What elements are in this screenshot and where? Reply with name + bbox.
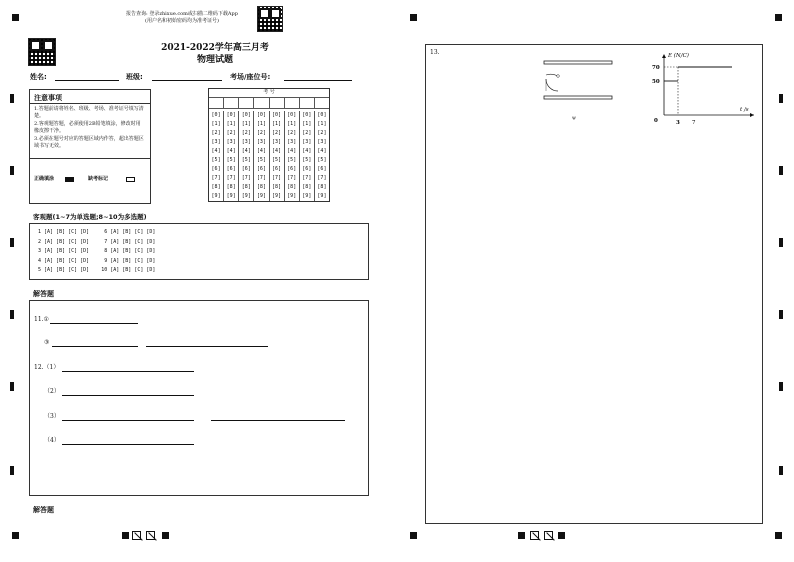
x-tick-label: 7	[692, 120, 696, 126]
timing-bar	[10, 238, 14, 247]
digit-column[interactable]: [0] [1] [2] [3] [4] [5] [6] [7] [8] [9]	[224, 111, 239, 201]
x-axis-label: t /s	[740, 107, 749, 113]
timing-bar	[10, 466, 14, 475]
barcode-mark	[530, 531, 539, 540]
answer-line[interactable]	[62, 420, 194, 421]
room-field[interactable]	[284, 80, 352, 81]
timing-bar	[779, 238, 783, 247]
y-tick-label: 70	[652, 65, 660, 71]
timing-bar	[10, 166, 14, 175]
notice-item: 2.客观题答题，必须使用2B铅笔填涂，修改时用橡皮擦干净。	[34, 121, 141, 134]
bottom-plate	[544, 96, 612, 99]
barcode-mark	[544, 531, 553, 540]
y-axis-label: E (N/C)	[668, 53, 689, 59]
objective-box	[29, 223, 369, 280]
correct-fill-label: 正确填涂	[34, 176, 55, 182]
objective-title: 客观题(1~7为单选题;8~10为多选题)	[33, 213, 147, 221]
q11-sub-label: ③	[44, 339, 50, 346]
x-tick-label: 0	[654, 118, 658, 124]
answer-section-title-bottom: 解答题	[33, 506, 54, 514]
exam-id-label: 考 号	[209, 89, 329, 98]
qr-code-icon	[257, 6, 283, 32]
q13-label: 13.	[430, 49, 440, 56]
timing-bar	[779, 466, 783, 475]
answer-box	[29, 300, 369, 496]
answer-line[interactable]	[50, 323, 138, 324]
timing-bar	[779, 94, 783, 103]
digit-column[interactable]: [0] [1] [2] [3] [4] [5] [6] [7] [8] [9]	[285, 111, 300, 201]
corner-mark	[12, 532, 19, 539]
notice-item: 3.必须在题号对应的答题区域内作答，超出答题区域书写无效。	[34, 136, 144, 149]
page-title: 2021-2022学年高三月考	[161, 43, 269, 53]
y-tick-label: 50	[652, 79, 660, 85]
name-label: 姓名:	[30, 73, 47, 81]
timing-bar	[779, 166, 783, 175]
digit-column[interactable]: [0] [1] [2] [3] [4] [5] [6] [7] [8] [9]	[209, 111, 224, 201]
particle-icon	[557, 75, 560, 78]
barcode-mark	[132, 531, 141, 540]
mc-row[interactable]: 3 [A] [B] [C] [D] 8 [A] [B] [C] [D]	[38, 248, 156, 254]
field-arc	[546, 74, 558, 76]
x-axis-arrow-icon	[750, 113, 754, 117]
answer-line[interactable]	[62, 395, 194, 396]
q13-box	[425, 44, 763, 524]
timing-bar	[10, 382, 14, 391]
qr-code-icon	[28, 38, 56, 66]
header-line1: 报告查询: 登录zhixue.com或扫描二维码下载App	[126, 11, 238, 17]
corner-mark	[518, 532, 525, 539]
timing-bar	[779, 310, 783, 319]
class-field[interactable]	[152, 80, 222, 81]
notice-box	[29, 89, 151, 204]
mc-row[interactable]: 2 [A] [B] [C] [D] 7 [A] [B] [C] [D]	[38, 238, 156, 245]
y-axis-arrow-icon	[662, 54, 666, 58]
name-field[interactable]	[55, 80, 119, 81]
digit-column[interactable]: [0] [1] [2] [3] [4] [5] [6] [7] [8] [9]	[317, 112, 327, 199]
answer-line[interactable]	[62, 444, 194, 445]
timing-bar	[779, 382, 783, 391]
mc-row[interactable]: 5 [A] [B] [C] [D] 10 [A] [B] [C] [D]	[38, 267, 156, 273]
answer-line[interactable]	[211, 420, 345, 421]
notice-title: 注意事项	[34, 94, 62, 102]
timing-bar	[10, 310, 14, 319]
corner-mark	[162, 532, 169, 539]
barcode-mark	[146, 531, 155, 540]
timing-bar	[10, 94, 14, 103]
corner-mark	[775, 14, 782, 21]
header-line2: (用户名和初始密码均为准考证号)	[145, 18, 219, 24]
q12-2-label: （2）	[44, 388, 60, 395]
mc-row[interactable]: 1 [A] [B] [C] [D] 6 [A] [B] [C] [D]	[38, 229, 156, 235]
e-t-graph	[648, 49, 758, 129]
filled-mark-icon	[65, 177, 74, 182]
q11-label: 11.①	[34, 316, 49, 323]
corner-mark	[410, 532, 417, 539]
exam-id-grid	[208, 88, 330, 202]
missing-checkbox[interactable]	[126, 177, 135, 182]
digit-column[interactable]: [0] [1] [2] [3] [4] [5] [6] [7] [8] [9]	[270, 111, 285, 201]
missing-mark-label: 缺考标记	[88, 176, 109, 182]
exam-id-columns	[209, 111, 329, 201]
answer-line[interactable]	[62, 371, 194, 372]
capacitor-plates-diagram	[536, 57, 616, 127]
notice-item: 1.答题前请将姓名、班级、考场、准考证号填写清楚。	[34, 106, 144, 119]
q12-label: 12.（1）	[34, 364, 60, 371]
x-tick-label: 3	[676, 120, 680, 126]
digit-column[interactable]: [0] [1] [2] [3] [4] [5] [6] [7] [8] [9]	[239, 111, 254, 201]
corner-mark	[410, 14, 417, 21]
page-subtitle: 物理试题	[196, 55, 233, 65]
q12-3-label: （3）	[44, 413, 60, 420]
mc-row[interactable]: 4 [A] [B] [C] [D] 9 [A] [B] [C] [D]	[38, 257, 156, 264]
corner-mark	[12, 14, 19, 21]
psi-label: ψ	[572, 115, 576, 121]
q12-4-label: （4）	[44, 437, 60, 444]
answer-line[interactable]	[146, 346, 268, 347]
class-label: 班级:	[126, 73, 143, 81]
particle-path	[546, 79, 558, 91]
corner-mark	[775, 532, 782, 539]
answer-line[interactable]	[52, 346, 138, 347]
corner-mark	[122, 532, 129, 539]
room-label: 考场/座位号:	[230, 73, 271, 81]
digit-column[interactable]: [0] [1] [2] [3] [4] [5] [6] [7] [8] [9]	[300, 111, 315, 201]
top-plate	[544, 61, 612, 64]
corner-mark	[558, 532, 565, 539]
answer-section-title: 解答题	[33, 290, 54, 298]
digit-column[interactable]: [0] [1] [2] [3] [4] [5] [6] [7] [8] [9]	[254, 111, 269, 201]
